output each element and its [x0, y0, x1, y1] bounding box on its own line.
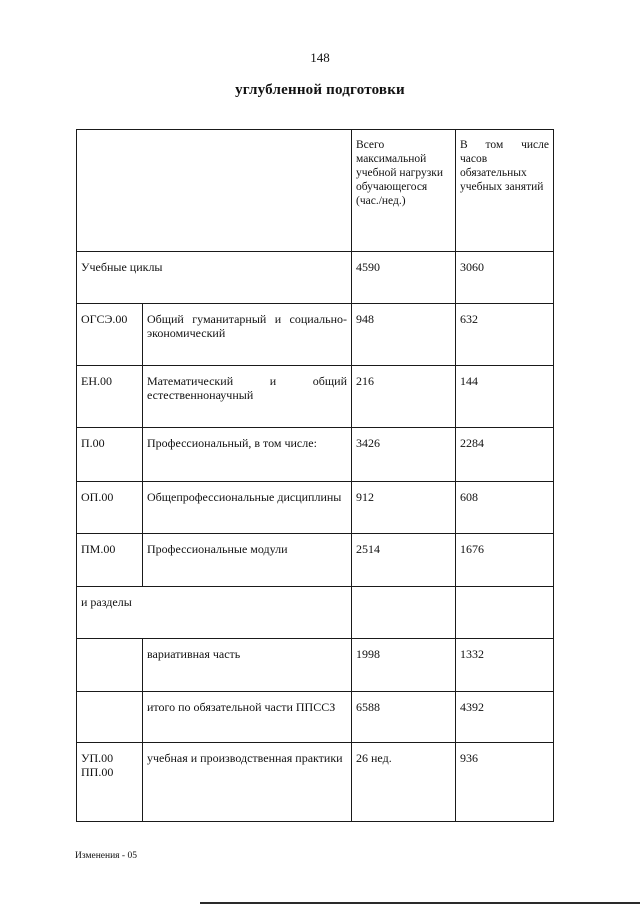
bottom-rule [200, 902, 640, 904]
footer-revision-note: Изменения - 05 [75, 851, 137, 861]
row-total: 948 [352, 304, 456, 366]
row-required: 1676 [456, 534, 554, 587]
row-required: 1332 [456, 639, 554, 692]
row-name: вариативная часть [143, 639, 352, 692]
row-required: 144 [456, 366, 554, 428]
row-code [77, 743, 143, 822]
row-required: 608 [456, 482, 554, 534]
row-total: 1998 [352, 639, 456, 692]
row-name: Профессиональный, в том числе: [143, 428, 352, 482]
row-code: ПМ.00 [77, 534, 143, 587]
row-total: 26 нед. [352, 743, 456, 822]
row-code-line1: УП.00 [81, 751, 114, 765]
row-code: ОП.00 [77, 482, 143, 534]
row-total: 216 [352, 366, 456, 428]
row-code: ЕН.00 [77, 366, 143, 428]
row-code-line2: ПП.00 [81, 765, 114, 779]
row-code [77, 692, 143, 743]
row-required [456, 587, 554, 639]
header-required-hours [456, 130, 554, 252]
row-required: 3060 [456, 252, 554, 304]
header-required-line1: В том числе [460, 139, 549, 151]
row-total: 4590 [352, 252, 456, 304]
table-row [77, 692, 554, 743]
table-row [77, 304, 554, 366]
row-required: 4392 [456, 692, 554, 743]
page-number: 148 [310, 50, 330, 65]
row-label: Учебные циклы [77, 252, 352, 304]
row-total: 912 [352, 482, 456, 534]
header-empty-cell [77, 130, 352, 252]
row-name: Математический и общий естественнонаучный [143, 366, 352, 428]
row-name: итого по обязательной части ППССЗ [143, 692, 352, 743]
curriculum-table [76, 129, 554, 822]
table-header-row [77, 130, 554, 252]
row-name: учебная и производственная практики [143, 743, 352, 822]
row-code: П.00 [77, 428, 143, 482]
row-code [77, 639, 143, 692]
row-required: 632 [456, 304, 554, 366]
header-total-load: Всего максимальной учебной нагрузки обучающегося (час./нед.) [352, 130, 456, 252]
row-total [352, 587, 456, 639]
row-total: 3426 [352, 428, 456, 482]
row-name: Профессиональные модули [143, 534, 352, 587]
header-required-rest: часов обязательных учебных занятий [460, 153, 544, 193]
table-row [77, 252, 554, 304]
table-row [77, 428, 554, 482]
table-row [77, 587, 554, 639]
row-total: 2514 [352, 534, 456, 587]
table-row [77, 482, 554, 534]
row-total: 6588 [352, 692, 456, 743]
table-row [77, 366, 554, 428]
row-required: 2284 [456, 428, 554, 482]
row-code: ОГСЭ.00 [77, 304, 143, 366]
row-name: Общий гуманитарный и социально-экономический [143, 304, 352, 366]
row-label: и разделы [77, 587, 352, 639]
row-required: 936 [456, 743, 554, 822]
table-row [77, 534, 554, 587]
table-row [77, 743, 554, 822]
row-name: Общепрофессиональные дисциплины [143, 482, 352, 534]
page-heading: углубленной подготовки [235, 82, 405, 98]
table-row [77, 639, 554, 692]
